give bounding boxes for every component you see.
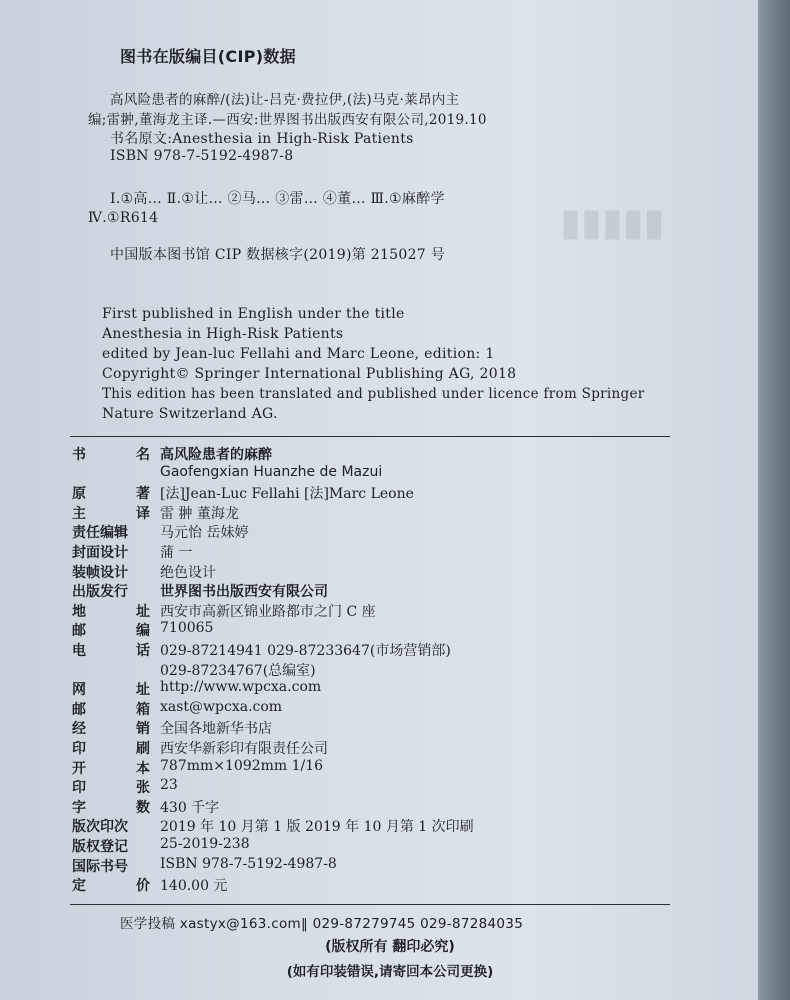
info-value: 马元怡 岳妹婷 — [160, 525, 249, 542]
info-value: 全国各地新华书店 — [160, 721, 272, 738]
info-key: 出版发行 — [72, 584, 128, 601]
info-value: 西安华新彩印有限责任公司 — [160, 741, 328, 757]
info-value: 140.00 元 — [160, 878, 228, 895]
info-key: 电 话 — [72, 643, 150, 659]
info-key: 定 价 — [72, 878, 150, 895]
info-value: 蒲 一 — [160, 545, 193, 561]
info-value: 绝色设计 — [160, 564, 216, 581]
info-key: 印 刷 — [72, 741, 150, 757]
cip-title: 图书在版编目(CIP)数据 — [120, 47, 296, 66]
info-key: 书 名 — [72, 447, 150, 463]
info-value: Gaofengxian Huanzhe de Mazui — [160, 463, 383, 480]
info-key: 字 数 — [72, 799, 150, 816]
page-edge — [758, 0, 790, 1000]
show-through: ▮▮▮▮▮ — [560, 200, 665, 244]
info-value: 高风险患者的麻醉 — [160, 447, 272, 463]
cip-line-5: Ⅰ.①高… Ⅱ.①让… ②马… ③雷… ④董… Ⅲ.①麻醉学 — [110, 191, 445, 207]
original-line-4: Copyright© Springer International Publishing AG, 2018 — [102, 366, 517, 382]
info-key: 邮 箱 — [72, 701, 150, 718]
info-key: 国际书号 — [72, 858, 128, 875]
original-line-3: edited by Jean-luc Fellahi and Marc Leone, edition: 1 — [102, 346, 495, 362]
info-key: 原 著 — [72, 486, 150, 503]
info-value: http://www.wpcxa.com — [160, 679, 322, 696]
info-value: 787mm×1092mm 1/16 — [160, 757, 324, 774]
cip-line-2: 编;雷翀,董海龙主译.—西安:世界图书出版西安有限公司,2019.10 — [88, 112, 487, 128]
info-key: 责任编辑 — [72, 525, 128, 542]
cip-line-1: 高风险患者的麻醉/(法)让-吕克·费拉伊,(法)马克·莱昂内主 — [110, 92, 460, 108]
original-line-1: First published in English under the title — [102, 306, 405, 322]
info-key: 主 译 — [72, 505, 150, 522]
cip-line-4: ISBN 978-7-5192-4987-8 — [110, 148, 294, 164]
info-value: ISBN 978-7-5192-4987-8 — [160, 855, 337, 872]
info-key: 印 张 — [72, 780, 150, 797]
info-value: 029-87214941 029-87233647(市场营销部) — [160, 643, 451, 659]
info-value: 西安市高新区锦业路都市之门 C 座 — [160, 603, 376, 620]
info-key: 装帧设计 — [72, 564, 128, 581]
original-line-5: This edition has been translated and published under licence from Springer — [102, 386, 645, 402]
info-value: 710065 — [160, 620, 214, 637]
info-value: 029-87234767(总编室) — [160, 662, 316, 679]
footer-notice: (如有印装错误,请寄回本公司更换) — [286, 964, 494, 980]
footer-rights: (版权所有 翻印必究) — [325, 939, 455, 955]
info-key: 地 址 — [72, 603, 150, 620]
info-value: [法]Jean-Luc Fellahi [法]Marc Leone — [160, 486, 414, 503]
info-key: 开 本 — [72, 760, 150, 777]
info-key: 经 销 — [72, 721, 150, 738]
info-key: 版权登记 — [72, 839, 128, 855]
info-key: 网 址 — [72, 682, 150, 699]
info-value: xast@wpcxa.com — [160, 698, 283, 715]
cip-line-3: 书名原文:Anesthesia in High-Risk Patients — [110, 131, 414, 147]
info-value: 雷 翀 董海龙 — [160, 505, 239, 522]
info-value: 23 — [160, 777, 178, 794]
bottom-divider — [70, 904, 670, 905]
info-value: 430 千字 — [160, 799, 220, 816]
info-key: 版次印次 — [72, 819, 128, 836]
original-line-6: Nature Switzerland AG. — [102, 406, 278, 422]
footer-contact: 医学投稿 xastyx@163.com‖ 029-87279745 029-87284035 — [120, 916, 524, 932]
info-value: 世界图书出版西安有限公司 — [160, 584, 328, 601]
top-divider — [70, 436, 670, 437]
info-key: 封面设计 — [72, 545, 128, 561]
info-key: 邮 编 — [72, 623, 150, 640]
cip-verify: 中国版本图书馆 CIP 数据核字(2019)第 215027 号 — [110, 247, 446, 263]
info-value: 25-2019-238 — [160, 836, 250, 852]
cip-line-6: Ⅳ.①R614 — [88, 210, 159, 226]
info-value: 2019 年 10 月第 1 版 2019 年 10 月第 1 次印刷 — [160, 819, 474, 836]
original-line-2: Anesthesia in High-Risk Patients — [102, 326, 344, 342]
